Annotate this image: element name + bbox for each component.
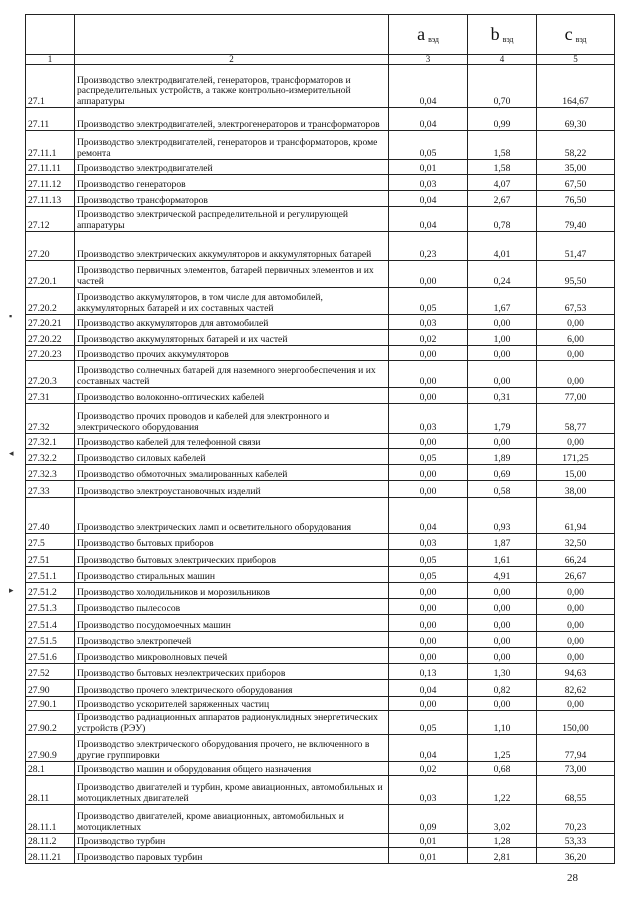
table-row xyxy=(26,664,615,680)
value-b-cell: 0,99 xyxy=(468,108,537,131)
value-c-cell: 73,00 xyxy=(537,762,615,776)
name-cell: Производство радиационных аппаратов радионуклидных энергетических устройств (РЭУ) xyxy=(75,711,389,735)
code-cell: 27.51.3 xyxy=(26,599,75,615)
value-b-cell: 1,58 xyxy=(468,131,537,160)
name-cell: Производство двигателей и турбин, кроме авиационных, автомобильных и мотоциклетных двигателей xyxy=(75,776,389,805)
value-b-cell: 1,87 xyxy=(468,534,537,550)
table-row xyxy=(26,534,615,550)
margin-mark: ▪ xyxy=(9,311,13,321)
value-c-cell: 77,94 xyxy=(537,735,615,762)
table-row xyxy=(26,615,615,632)
value-b-cell: 0,00 xyxy=(468,615,537,632)
value-a-cell: 0,00 xyxy=(389,346,468,361)
code-cell: 27.51.4 xyxy=(26,615,75,632)
table-row xyxy=(26,449,615,465)
value-a-cell: 0,04 xyxy=(389,498,468,534)
table-row xyxy=(26,632,615,648)
value-a-cell: 0,13 xyxy=(389,664,468,680)
name-cell: Производство микроволновых печей xyxy=(75,648,389,664)
margin-mark: ▸ xyxy=(9,585,14,595)
value-b-cell: 0,68 xyxy=(468,762,537,776)
value-a-cell: 0,05 xyxy=(389,550,468,567)
table-row xyxy=(26,232,615,261)
value-a-cell: 0,02 xyxy=(389,762,468,776)
header-cell-code xyxy=(26,15,75,55)
header-cell-c xyxy=(537,15,615,55)
name-cell: Производство турбин xyxy=(75,834,389,848)
code-cell: 27.32.1 xyxy=(26,434,75,449)
name-cell: Производство двигателей, кроме авиационных, автомобильных и мотоциклетных xyxy=(75,805,389,834)
value-a-cell: 0,05 xyxy=(389,449,468,465)
value-a-cell: 0,05 xyxy=(389,711,468,735)
value-c-cell: 82,62 xyxy=(537,680,615,697)
code-cell: 27.20.3 xyxy=(26,361,75,388)
value-b-cell: 0,00 xyxy=(468,346,537,361)
header-c-sub: вэд xyxy=(575,35,587,44)
value-c-cell: 0,00 xyxy=(537,615,615,632)
value-a-cell: 0,23 xyxy=(389,232,468,261)
name-cell: Производство аккумуляторов для автомобилей xyxy=(75,315,389,330)
table-row xyxy=(26,762,615,776)
value-a-cell: 0,05 xyxy=(389,567,468,583)
name-cell: Производство прочих проводов и кабелей для электронного и электрического оборудования xyxy=(75,404,389,434)
value-b-cell: 1,25 xyxy=(468,735,537,762)
table-row xyxy=(26,697,615,711)
name-cell: Производство аккумуляторных батарей и их частей xyxy=(75,330,389,346)
code-cell: 28.11.1 xyxy=(26,805,75,834)
table-row xyxy=(26,481,615,498)
value-c-cell: 0,00 xyxy=(537,315,615,330)
header-row xyxy=(26,15,615,55)
table-row xyxy=(26,680,615,697)
table-row xyxy=(26,404,615,434)
name-cell: Производство стиральных машин xyxy=(75,567,389,583)
table-row xyxy=(26,346,615,361)
value-b-cell: 1,30 xyxy=(468,664,537,680)
value-b-cell: 0,69 xyxy=(468,465,537,481)
code-cell: 27.32 xyxy=(26,404,75,434)
table-row xyxy=(26,550,615,567)
value-c-cell: 69,30 xyxy=(537,108,615,131)
code-cell: 27.90.1 xyxy=(26,697,75,711)
coefficients-table xyxy=(25,14,615,864)
value-c-cell: 67,53 xyxy=(537,288,615,315)
code-cell: 27.11.11 xyxy=(26,160,75,175)
table-row xyxy=(26,108,615,131)
value-b-cell: 3,02 xyxy=(468,805,537,834)
value-a-cell: 0,04 xyxy=(389,65,468,108)
code-cell: 27.11 xyxy=(26,108,75,131)
value-a-cell: 0,03 xyxy=(389,404,468,434)
table-row xyxy=(26,648,615,664)
code-cell: 28.11 xyxy=(26,776,75,805)
value-b-cell: 1,67 xyxy=(468,288,537,315)
value-a-cell: 0,02 xyxy=(389,330,468,346)
value-c-cell: 68,55 xyxy=(537,776,615,805)
table-row xyxy=(26,207,615,232)
value-c-cell: 0,00 xyxy=(537,648,615,664)
page-number: 28 xyxy=(567,872,578,884)
header-cell-a xyxy=(389,15,468,55)
value-a-cell: 0,00 xyxy=(389,388,468,404)
value-c-cell: 0,00 xyxy=(537,599,615,615)
value-a-cell: 0,01 xyxy=(389,848,468,864)
value-a-cell: 0,09 xyxy=(389,805,468,834)
value-a-cell: 0,04 xyxy=(389,735,468,762)
table-row xyxy=(26,361,615,388)
value-b-cell: 1,28 xyxy=(468,834,537,848)
code-cell: 27.20.2 xyxy=(26,288,75,315)
value-b-cell: 1,00 xyxy=(468,330,537,346)
name-cell: Производство первичных элементов, батарей первичных элементов и их частей xyxy=(75,261,389,288)
name-cell: Производство электрического оборудования прочего, не включенного в другие группировки xyxy=(75,735,389,762)
value-c-cell: 15,00 xyxy=(537,465,615,481)
table-row xyxy=(26,288,615,315)
code-cell: 27.11.12 xyxy=(26,175,75,191)
name-cell: Производство пылесосов xyxy=(75,599,389,615)
code-cell: 27.90 xyxy=(26,680,75,697)
value-b-cell: 0,00 xyxy=(468,697,537,711)
value-b-cell: 0,93 xyxy=(468,498,537,534)
value-b-cell: 0,00 xyxy=(468,434,537,449)
code-cell: 27.51.1 xyxy=(26,567,75,583)
value-c-cell: 36,20 xyxy=(537,848,615,864)
name-cell: Производство электроустановочных изделий xyxy=(75,481,389,498)
value-b-cell: 0,00 xyxy=(468,315,537,330)
code-cell: 27.20.1 xyxy=(26,261,75,288)
name-cell: Производство бытовых электрических приборов xyxy=(75,550,389,567)
table-row xyxy=(26,434,615,449)
header-cell-b xyxy=(468,15,537,55)
name-cell: Производство волоконно-оптических кабелей xyxy=(75,388,389,404)
value-c-cell: 26,67 xyxy=(537,567,615,583)
table-row xyxy=(26,261,615,288)
name-cell: Производство бытовых неэлектрических приборов xyxy=(75,664,389,680)
table-row xyxy=(26,498,615,534)
value-b-cell: 2,81 xyxy=(468,848,537,864)
table-row xyxy=(26,848,615,864)
index-cell: 5 xyxy=(537,55,615,65)
value-b-cell: 0,00 xyxy=(468,648,537,664)
value-c-cell: 0,00 xyxy=(537,361,615,388)
code-cell: 28.1 xyxy=(26,762,75,776)
header-c-main: c xyxy=(564,24,573,44)
name-cell: Производство электродвигателей, электрогенераторов и трансформаторов xyxy=(75,108,389,131)
value-c-cell: 58,22 xyxy=(537,131,615,160)
index-cell: 2 xyxy=(75,55,389,65)
name-cell: Производство электродвигателей, генераторов и трансформаторов, кроме ремонта xyxy=(75,131,389,160)
code-cell: 27.51.5 xyxy=(26,632,75,648)
value-c-cell: 51,47 xyxy=(537,232,615,261)
value-c-cell: 94,63 xyxy=(537,664,615,680)
value-b-cell: 1,10 xyxy=(468,711,537,735)
header-a-sub: вэд xyxy=(428,35,439,44)
value-b-cell: 0,00 xyxy=(468,599,537,615)
value-c-cell: 6,00 xyxy=(537,330,615,346)
value-c-cell: 76,50 xyxy=(537,191,615,207)
header-b-sub: вэд xyxy=(502,35,514,44)
value-c-cell: 171,25 xyxy=(537,449,615,465)
code-cell: 28.11.2 xyxy=(26,834,75,848)
value-b-cell: 0,78 xyxy=(468,207,537,232)
table-row xyxy=(26,711,615,735)
header-a-main: a xyxy=(417,24,426,44)
name-cell: Производство электрической распределительной и регулирующей аппаратуры xyxy=(75,207,389,232)
margin-mark: ◂ xyxy=(9,448,14,458)
value-a-cell: 0,04 xyxy=(389,191,468,207)
name-cell: Производство электрических аккумуляторов и аккумуляторных батарей xyxy=(75,232,389,261)
name-cell: Производство прочего электрического оборудования xyxy=(75,680,389,697)
code-cell: 27.20.22 xyxy=(26,330,75,346)
name-cell: Производство электродвигателей xyxy=(75,160,389,175)
code-cell: 27.12 xyxy=(26,207,75,232)
code-cell: 27.5 xyxy=(26,534,75,550)
code-cell: 27.51.6 xyxy=(26,648,75,664)
value-b-cell: 4,91 xyxy=(468,567,537,583)
name-cell: Производство обмоточных эмалированных кабелей xyxy=(75,465,389,481)
code-cell: 27.33 xyxy=(26,481,75,498)
value-c-cell: 61,94 xyxy=(537,498,615,534)
value-a-cell: 0,00 xyxy=(389,361,468,388)
name-cell: Производство посудомоечных машин xyxy=(75,615,389,632)
value-a-cell: 0,00 xyxy=(389,583,468,599)
code-cell: 27.90.9 xyxy=(26,735,75,762)
value-b-cell: 4,01 xyxy=(468,232,537,261)
value-a-cell: 0,00 xyxy=(389,481,468,498)
table-row xyxy=(26,599,615,615)
value-b-cell: 1,58 xyxy=(468,160,537,175)
name-cell: Производство электропечей xyxy=(75,632,389,648)
value-a-cell: 0,00 xyxy=(389,697,468,711)
value-a-cell: 0,01 xyxy=(389,160,468,175)
value-c-cell: 0,00 xyxy=(537,632,615,648)
value-b-cell: 1,79 xyxy=(468,404,537,434)
table-row xyxy=(26,567,615,583)
value-a-cell: 0,03 xyxy=(389,776,468,805)
value-a-cell: 0,00 xyxy=(389,615,468,632)
value-c-cell: 35,00 xyxy=(537,160,615,175)
name-cell: Производство генераторов xyxy=(75,175,389,191)
value-a-cell: 0,00 xyxy=(389,261,468,288)
table-row xyxy=(26,776,615,805)
code-cell: 27.11.13 xyxy=(26,191,75,207)
name-cell: Производство трансформаторов xyxy=(75,191,389,207)
value-b-cell: 0,00 xyxy=(468,361,537,388)
value-a-cell: 0,05 xyxy=(389,131,468,160)
name-cell: Производство ускорителей заряженных частиц xyxy=(75,697,389,711)
code-cell: 27.52 xyxy=(26,664,75,680)
value-b-cell: 0,24 xyxy=(468,261,537,288)
index-cell: 1 xyxy=(26,55,75,65)
value-a-cell: 0,03 xyxy=(389,534,468,550)
value-c-cell: 95,50 xyxy=(537,261,615,288)
name-cell: Производство прочих аккумуляторов xyxy=(75,346,389,361)
value-c-cell: 0,00 xyxy=(537,346,615,361)
index-cell: 4 xyxy=(468,55,537,65)
value-b-cell: 0,00 xyxy=(468,583,537,599)
value-a-cell: 0,00 xyxy=(389,648,468,664)
value-a-cell: 0,03 xyxy=(389,175,468,191)
value-b-cell: 4,07 xyxy=(468,175,537,191)
table-row xyxy=(26,315,615,330)
header-cell-name xyxy=(75,15,389,55)
name-cell: Производство аккумуляторов, в том числе для автомобилей, аккумуляторных батарей и их составных частей xyxy=(75,288,389,315)
value-b-cell: 1,22 xyxy=(468,776,537,805)
name-cell: Производство паровых турбин xyxy=(75,848,389,864)
code-cell: 27.32.2 xyxy=(26,449,75,465)
value-c-cell: 67,50 xyxy=(537,175,615,191)
value-c-cell: 0,00 xyxy=(537,583,615,599)
value-b-cell: 0,58 xyxy=(468,481,537,498)
table-row xyxy=(26,191,615,207)
value-a-cell: 0,03 xyxy=(389,315,468,330)
column-index-row xyxy=(26,55,615,65)
value-b-cell: 0,70 xyxy=(468,65,537,108)
table-row xyxy=(26,465,615,481)
table-body xyxy=(26,15,615,864)
value-c-cell: 66,24 xyxy=(537,550,615,567)
value-c-cell: 164,67 xyxy=(537,65,615,108)
value-c-cell: 70,23 xyxy=(537,805,615,834)
value-b-cell: 2,67 xyxy=(468,191,537,207)
value-a-cell: 0,01 xyxy=(389,834,468,848)
code-cell: 27.51.2 xyxy=(26,583,75,599)
value-c-cell: 150,00 xyxy=(537,711,615,735)
name-cell: Производство силовых кабелей xyxy=(75,449,389,465)
name-cell: Производство электродвигателей, генераторов, трансформаторов и распределительных устройств, а также контрольно-измерительной аппаратуры xyxy=(75,65,389,108)
value-b-cell: 1,89 xyxy=(468,449,537,465)
code-cell: 27.11.1 xyxy=(26,131,75,160)
index-cell: 3 xyxy=(389,55,468,65)
value-a-cell: 0,00 xyxy=(389,465,468,481)
code-cell: 27.40 xyxy=(26,498,75,534)
value-a-cell: 0,00 xyxy=(389,632,468,648)
table-row xyxy=(26,160,615,175)
value-a-cell: 0,04 xyxy=(389,680,468,697)
name-cell: Производство электрических ламп и осветительного оборудования xyxy=(75,498,389,534)
value-c-cell: 58,77 xyxy=(537,404,615,434)
value-a-cell: 0,04 xyxy=(389,207,468,232)
name-cell: Производство машин и оборудования общего назначения xyxy=(75,762,389,776)
table-row xyxy=(26,175,615,191)
name-cell: Производство солнечных батарей для наземного энергообеспечения и их составных частей xyxy=(75,361,389,388)
code-cell: 27.90.2 xyxy=(26,711,75,735)
code-cell: 27.20 xyxy=(26,232,75,261)
value-c-cell: 32,50 xyxy=(537,534,615,550)
table-row xyxy=(26,388,615,404)
value-b-cell: 0,82 xyxy=(468,680,537,697)
value-c-cell: 79,40 xyxy=(537,207,615,232)
header-b-main: b xyxy=(490,24,500,44)
code-cell: 27.1 xyxy=(26,65,75,108)
value-b-cell: 1,61 xyxy=(468,550,537,567)
code-cell: 27.32.3 xyxy=(26,465,75,481)
value-c-cell: 53,33 xyxy=(537,834,615,848)
table-row xyxy=(26,805,615,834)
value-b-cell: 0,00 xyxy=(468,632,537,648)
name-cell: Производство кабелей для телефонной связи xyxy=(75,434,389,449)
table-row xyxy=(26,583,615,599)
value-c-cell: 0,00 xyxy=(537,697,615,711)
value-c-cell: 38,00 xyxy=(537,481,615,498)
value-a-cell: 0,04 xyxy=(389,108,468,131)
code-cell: 27.51 xyxy=(26,550,75,567)
value-a-cell: 0,00 xyxy=(389,599,468,615)
table-row xyxy=(26,735,615,762)
table-row xyxy=(26,131,615,160)
code-cell: 27.20.23 xyxy=(26,346,75,361)
name-cell: Производство холодильников и морозильников xyxy=(75,583,389,599)
code-cell: 27.31 xyxy=(26,388,75,404)
value-a-cell: 0,00 xyxy=(389,434,468,449)
code-cell: 27.20.21 xyxy=(26,315,75,330)
value-c-cell: 77,00 xyxy=(537,388,615,404)
value-b-cell: 0,31 xyxy=(468,388,537,404)
name-cell: Производство бытовых приборов xyxy=(75,534,389,550)
code-cell: 28.11.21 xyxy=(26,848,75,864)
value-a-cell: 0,05 xyxy=(389,288,468,315)
value-c-cell: 0,00 xyxy=(537,434,615,449)
table-row xyxy=(26,330,615,346)
table-row xyxy=(26,834,615,848)
table-row xyxy=(26,65,615,108)
